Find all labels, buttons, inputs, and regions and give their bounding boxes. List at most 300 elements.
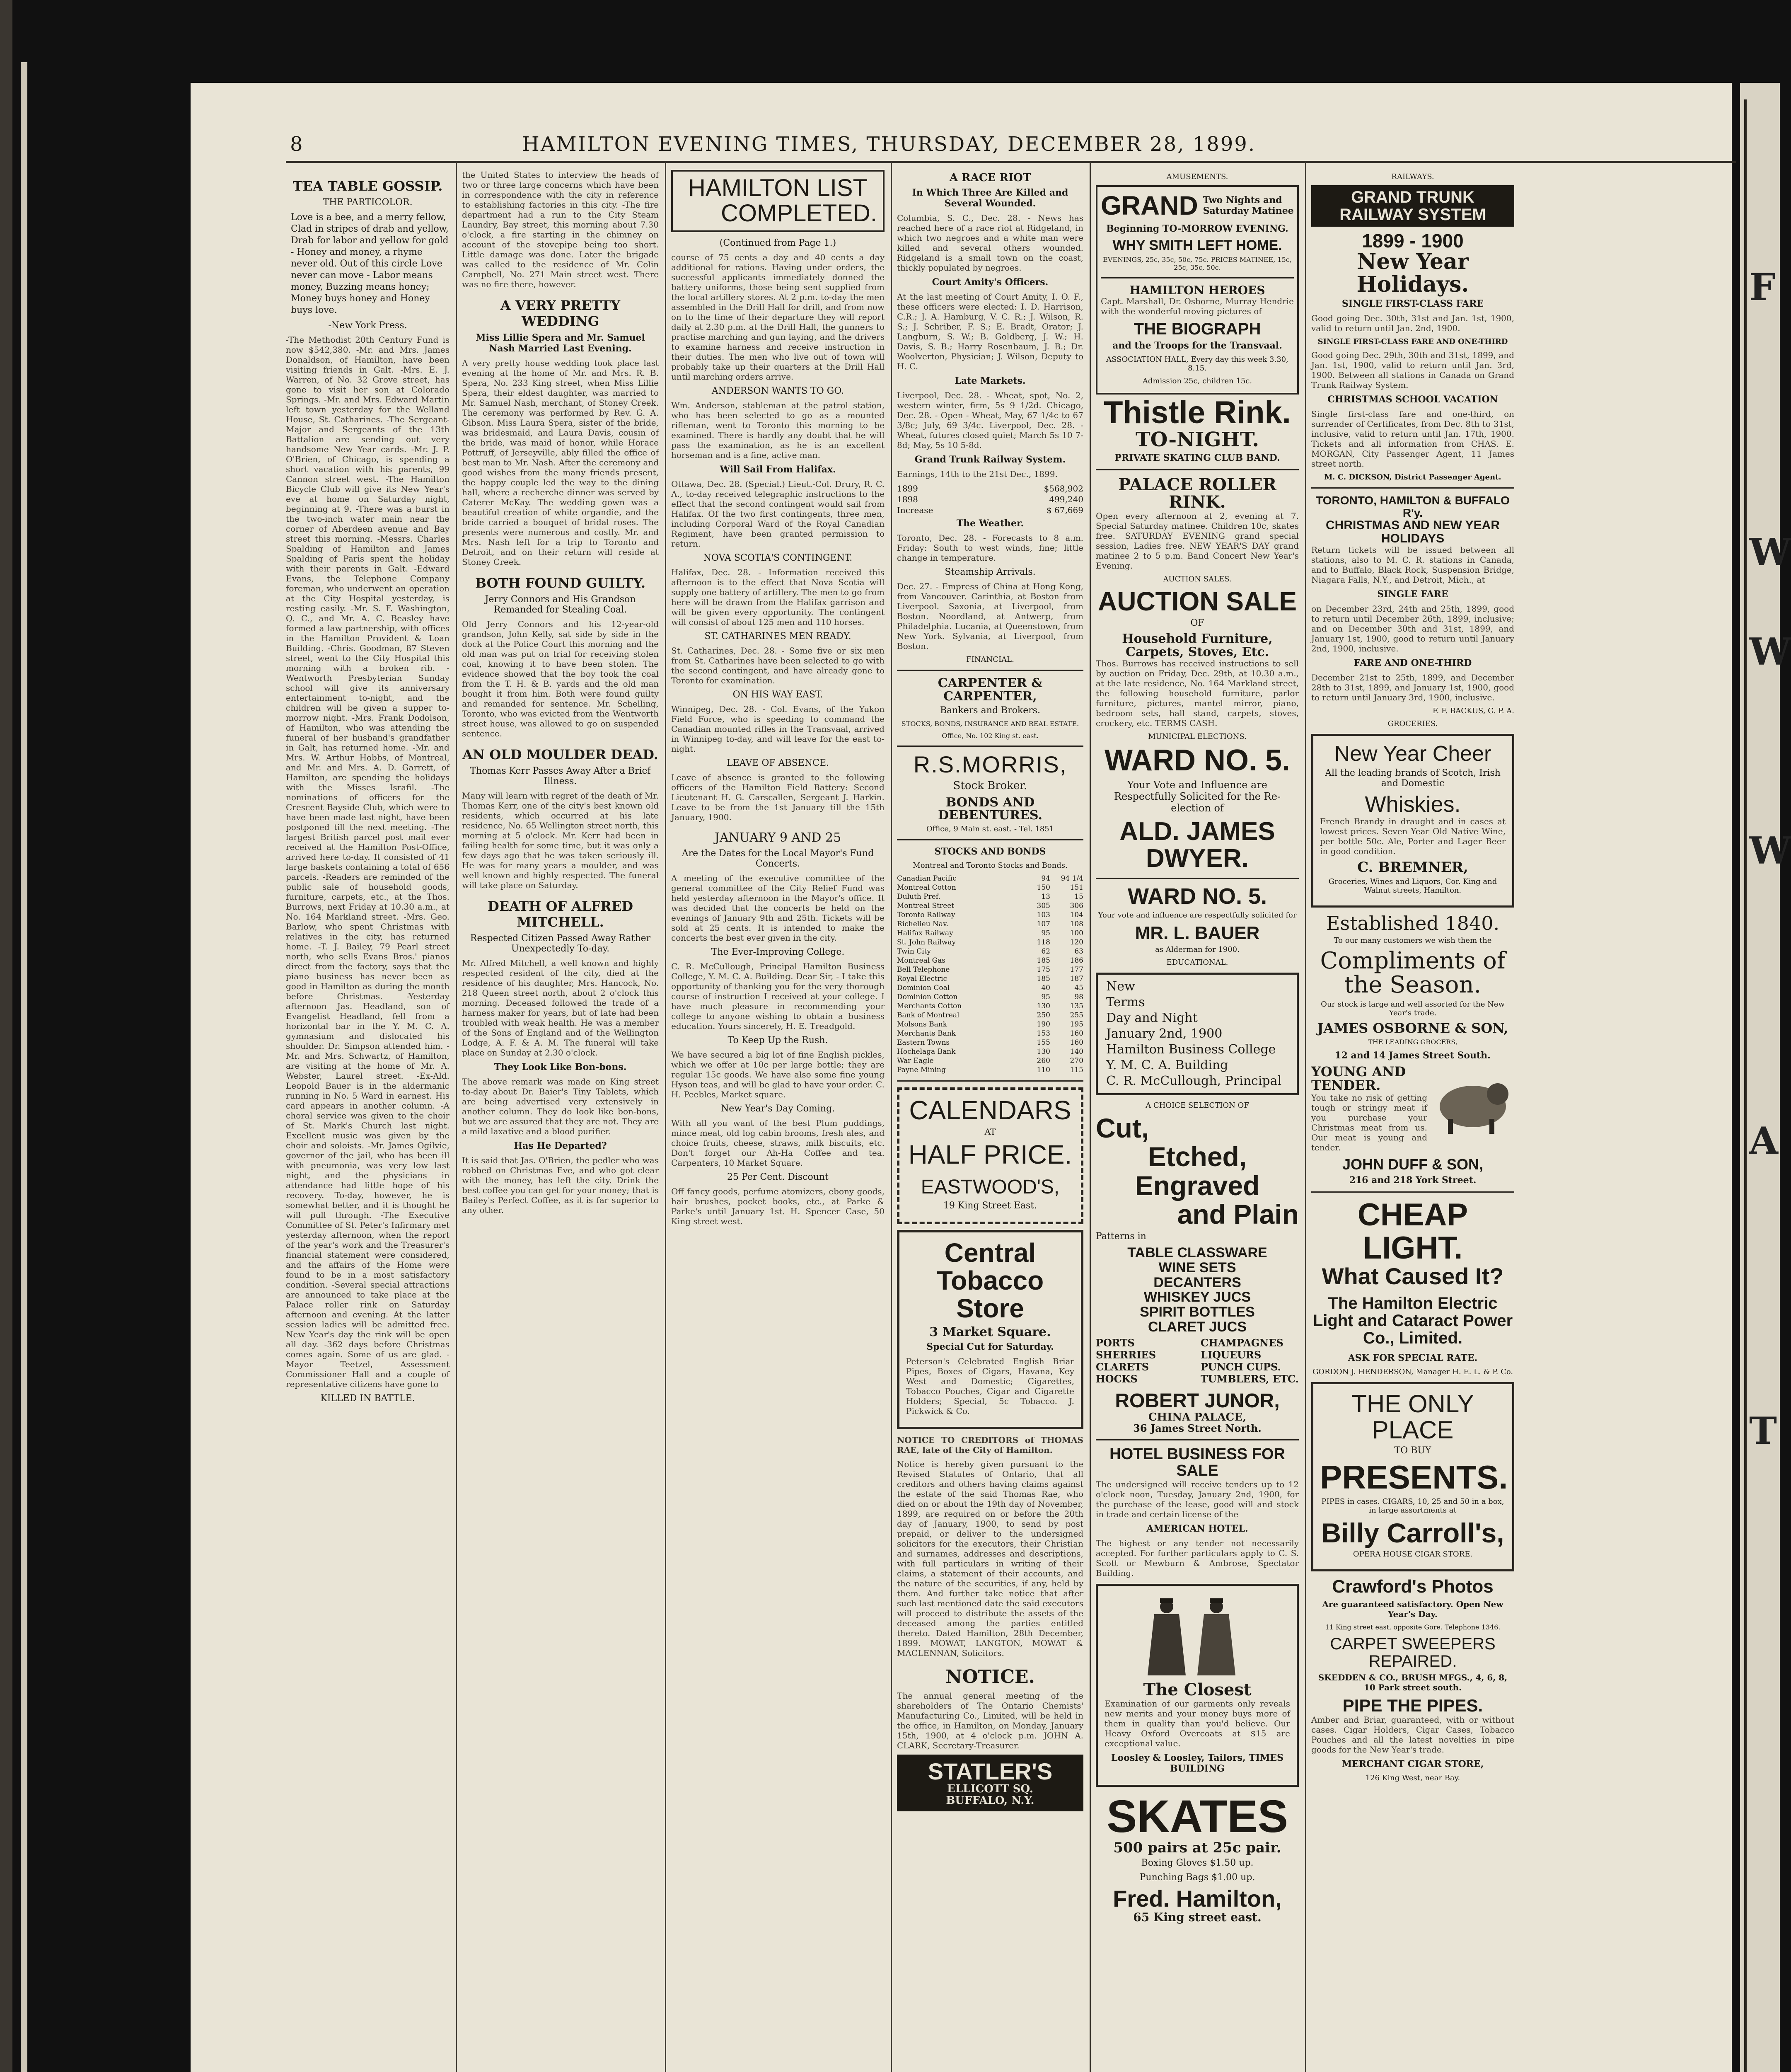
ad-item: TABLE CLASSWARE: [1127, 1245, 1267, 1261]
stock-quote: [1021, 901, 1083, 910]
ad-line: AT: [984, 1126, 996, 1137]
ad-line: CARPET SWEEPERS REPAIRED.: [1330, 1634, 1496, 1670]
auction-title: AUCTION SALE: [1098, 586, 1297, 617]
article-headline: AN OLD MOULDER DEAD.: [462, 747, 658, 762]
article-text: Toronto, Dec. 28. - Forecasts to 8 a.m. Friday: South to west winds, fine; little change in temperature.: [897, 533, 1083, 563]
earnings-value: $ 67,669: [1046, 505, 1083, 515]
masthead: [290, 133, 1740, 162]
stock-name: Twin City: [897, 947, 931, 956]
stock-quote: [1021, 947, 1083, 956]
stock-row: [897, 1047, 1083, 1056]
ad-line: TORONTO, HAMILTON & BUFFALO R'y.: [1316, 494, 1510, 519]
stock-asked: 151: [1070, 883, 1083, 892]
ad-line: HAMILTON HEROES: [1129, 283, 1265, 297]
article-text: Ottawa, Dec. 28. (Special.) Lieut.-Col. Drury, R. C. A., to-day received telegraphic instructions to the effect that the second contingent would sail from Halifax. Of the two first contingents, three men, including Corporal Ward of the Royal Canadian Regiment, have been granted permission to return.: [671, 479, 885, 549]
ad-item: WINE SETS: [1158, 1259, 1236, 1276]
ad-line: 12 and 14 James Street South.: [1335, 1050, 1491, 1061]
ad-item: TUMBLERS, ETC.: [1200, 1373, 1299, 1385]
ad-item: CLARET JUCS: [1148, 1319, 1247, 1335]
ad-line: The Closest: [1143, 1680, 1252, 1700]
ad-line: Billy Carroll's,: [1321, 1518, 1504, 1549]
article-subhead: Thomas Kerr Passes Away After a Brief Illness.: [470, 766, 651, 787]
stock-row: [897, 938, 1083, 947]
article-headline: DEATH OF ALFRED MITCHELL.: [488, 898, 633, 930]
article-subhead: Are the Dates for the Local Mayor's Fund Concerts.: [682, 848, 874, 869]
article-text: At the last meeting of Court Amity, I. O. F., these officers were elected: I. D. Harrison, C.R.; J. A. Hamburg, V. C. R.; J. Wilson, R. S.; J. Schriber, F. S.; E. Bradt, Orator; J. Langburn, S. W.; B. Goldberg, J. W.; H. Davis, S. B.; Harry Rosenbaum, J. B.; Dr. Woolverton, Physician; J. Wilson, Deputy to H. C.: [897, 292, 1083, 371]
continued-note: (Continued from Page 1.): [719, 237, 836, 248]
article-text: The above remark was made on King street to-day about Dr. Baier's Tiny Tablets, which are being advertised very extensively in another column. They do look like bon-bons, but we are assured that they are not. They are a mild laxative and a blood purifier.: [462, 1077, 659, 1136]
poem-credit: -New York Press.: [328, 320, 407, 331]
column-1: [286, 170, 450, 2072]
earnings-value: $568,902: [1044, 484, 1083, 494]
ad-line: PRIVATE SKATING CLUB BAND.: [1114, 453, 1280, 464]
business-college-ad: [1096, 973, 1299, 1095]
edge-glyph: T: [1749, 1409, 1777, 1453]
stock-row: [897, 956, 1083, 965]
stock-quote: [1021, 1002, 1083, 1011]
divider: [1096, 1439, 1299, 1440]
stock-bid: 305: [1037, 901, 1050, 910]
poem-title: THE PARTICOLOR.: [323, 197, 413, 208]
ad-line: AMERICAN HOTEL.: [1146, 1523, 1248, 1535]
article-text: Old Jerry Connors and his 12-year-old grandson, John Kelly, sat side by side in the dock at the Police Court this morning and the old man was put on trial for receiving stolen coal, knowing it to have been stolen. The evidence showed that the boy took the coal from the T. H. & B. yards and the old man bought it from him. Both were found guilty and remanded for sentence. Mr. Schelling, Toronto, who was evicted from the Wentworth street house, was allowed to go on suspended sentence.: [462, 619, 659, 738]
article-headline: A RACE RIOT: [949, 172, 1031, 184]
section-heading: KILLED IN BATTLE.: [320, 1393, 415, 1404]
stock-asked: 187: [1070, 974, 1083, 983]
article-subhead: Late Markets.: [955, 375, 1026, 386]
candidate-name: MR. L. BAUER: [1135, 922, 1260, 943]
stock-quote: [1021, 1020, 1083, 1029]
stock-bid: 130: [1037, 1047, 1050, 1056]
stock-row: [897, 974, 1083, 983]
article-text: Wm. Anderson, stableman at the patrol station, who has been selected to go as a mounted rifleman, went to Toronto this morning to be examined. There is hardly any doubt that he will pass the examination, as he is an excellent horseman and is a fine, active man.: [671, 400, 885, 460]
ad-line: SINGLE FIRST-CLASS FARE: [1341, 298, 1484, 310]
ad-line: THE ONLY PLACE: [1351, 1390, 1474, 1444]
ad-line: SINGLE FARE: [1377, 589, 1448, 600]
article-headline: TEA TABLE GOSSIP.: [292, 178, 443, 194]
column-rule: [456, 162, 457, 2072]
stock-asked: 186: [1070, 956, 1083, 965]
article-headline: BOTH FOUND GUILTY.: [475, 575, 646, 591]
ad-line: Crawford's Photos: [1332, 1576, 1494, 1597]
article-text: Winnipeg, Dec. 28. - Col. Evans, of the Yukon Field Force, who is speeding to command the Canadian mounted rifles in the Transvaal, arrived in Winnipeg to-day, and will leave for the east to-night.: [671, 704, 885, 754]
palace-rink: PALACE ROLLER RINK.: [1118, 475, 1276, 512]
column-rule: [1090, 162, 1091, 2072]
section-label: AUCTION SALES.: [1163, 575, 1232, 584]
right-page-rule: [1744, 99, 1747, 2072]
stock-name: Bell Telephone: [897, 965, 950, 974]
ad-line: MERCHANT CIGAR STORE,: [1341, 1758, 1484, 1769]
ad-line: Your Vote and Influence are Respectfully Solicited for the Re-election of: [1114, 779, 1281, 814]
ad-line: ELLICOTT SQ.: [947, 1783, 1033, 1796]
ad-line: Y. M. C. A. Building: [1106, 1058, 1228, 1073]
ad-text: French Brandy in draught and in cases at lowest prices. Seven Year Old Native Wine, per bottle 50c. Ale, Porter and Lager Beer in good condition.: [1320, 816, 1506, 856]
stock-bid: 260: [1037, 1056, 1050, 1065]
article-text: Leave of absence is granted to the following officers of the Hamilton Field Battery: Second Lieutenant H. G. Carscallen, Sergeant J. Harkin. Leave to be from the 1st January till the 15th January, 1900.: [671, 772, 885, 822]
stock-quote: [1021, 1056, 1083, 1065]
ad-line: as Alderman for 1900.: [1155, 945, 1240, 954]
ad-store: EASTWOOD'S,: [921, 1176, 1060, 1198]
stock-row: [897, 1056, 1083, 1065]
stock-name: Dominion Cotton: [897, 992, 958, 1001]
stock-bid: 62: [1041, 947, 1050, 956]
article-text: Mr. Alfred Mitchell, a well known and highly respected resident of the city, died at the residence of his daughter, Mrs. Hancock, No. 218 Queen street north, about 2 o'clock this morning. Deceased followed the trade of a harness maker for years, but of late had been troubled with weak health. He was a member of the Sons of England and of the Wellington Lodge, A. F. & A. M. The funeral will take place on Sunday at 2.30 o'clock.: [462, 958, 659, 1058]
ad-line: Compliments of the Season.: [1320, 947, 1506, 999]
stock-asked: 100: [1070, 929, 1083, 937]
stock-bid: 130: [1037, 1002, 1050, 1010]
ad-item: DECANTERS: [1153, 1274, 1241, 1290]
ad-line: 1899 - 1900: [1362, 230, 1464, 252]
ad-item: PUNCH CUPS.: [1200, 1361, 1281, 1373]
earnings-value: 499,240: [1049, 494, 1083, 504]
ad-line: Groceries, Wines and Liquors, Cor. King and Walnut streets, Hamilton.: [1328, 877, 1497, 895]
ad-line: Established 1840.: [1326, 912, 1500, 935]
article-subhead: LEAVE OF ABSENCE.: [726, 758, 829, 768]
ad-line: Terms: [1106, 995, 1145, 1010]
article-subhead: Grand Trunk Railway System.: [914, 454, 1066, 465]
ad-line: ASK FOR SPECIAL RATE.: [1348, 1353, 1478, 1364]
page-title: HAMILTON EVENING TIMES, THURSDAY, DECEMBER 28, 1899.: [522, 133, 1256, 156]
stock-row: [897, 892, 1083, 901]
stock-bid: 118: [1037, 938, 1050, 946]
article-text: Off fancy goods, perfume atomizers, ebony goods, hair brushes, pocket books, etc., at Parke & Parke's until January 1st. H. Spencer Case, 50 King street west.: [671, 1186, 885, 1226]
ad-line: Loosley & Loosley, Tailors, TIMES BUILDING: [1111, 1752, 1283, 1774]
ad-line: PIPES in cases. CIGARS, 10, 25 and 50 in a box, in large assortments at: [1321, 1497, 1504, 1515]
page-number: 8: [290, 133, 303, 156]
candidate-name: ALD. JAMES DWYER.: [1119, 817, 1275, 873]
stock-row: [897, 965, 1083, 974]
edge-glyph: W: [1749, 630, 1791, 674]
ad-line: THE BIOGRAPH: [1134, 320, 1261, 339]
ad-line: Engraved: [1135, 1170, 1260, 1201]
grand-trunk-logo: GRAND TRUNK RAILWAY SYSTEM: [1311, 185, 1514, 227]
stock-asked: 177: [1070, 965, 1083, 974]
ad-line: GORDON J. HENDERSON, Manager H. E. L. & P. Co.: [1312, 1368, 1513, 1377]
article-text: C. R. McCullough, Principal Hamilton Business College, Y. M. C. A. Building. Dear Sir, - I take this opportunity of thanking you for the very thorough course of instruction I received at your college. I have much pleasure in recommending your college to anyone wishing to obtain a business education. Yours sincerely, H. E. Treadgold.: [671, 961, 885, 1031]
ad-line: Office, No. 102 King st. east.: [942, 732, 1039, 740]
stock-name: Molsons Bank: [897, 1020, 947, 1029]
ad-line: HALF PRICE.: [908, 1139, 1072, 1169]
ad-line: Central: [944, 1237, 1036, 1268]
stock-asked: 306: [1070, 901, 1083, 910]
divider: [1311, 487, 1514, 489]
stock-quote: [1021, 920, 1083, 929]
stock-asked: 135: [1070, 1002, 1083, 1010]
ad-line: 65 King street east.: [1133, 1910, 1262, 1924]
ad-line: GRAND: [1101, 191, 1198, 220]
stock-row: [897, 874, 1083, 883]
stock-quote: [1021, 874, 1083, 883]
ad-line: 36 James Street North.: [1133, 1422, 1262, 1435]
ad-line: To our many customers we wish them the: [1334, 936, 1492, 945]
ad-sub: Stock Broker.: [953, 779, 1027, 792]
ad-row: [1101, 190, 1294, 221]
ad-line: New: [1106, 979, 1135, 994]
earnings-row: [897, 494, 1083, 505]
stock-asked: 120: [1070, 938, 1083, 946]
stocks-title: STOCKS AND BONDS: [934, 846, 1046, 857]
ad-line: BUFFALO, N.Y.: [946, 1794, 1034, 1807]
ad-line: Special Cut for Saturday.: [926, 1341, 1054, 1352]
earnings-row: [897, 483, 1083, 494]
stock-name: Merchants Cotton: [897, 1002, 962, 1010]
stock-name: Duluth Pref.: [897, 892, 940, 901]
ad-line: Boxing Gloves $1.50 up.: [1141, 1858, 1254, 1869]
ad-line: Tobacco: [936, 1265, 1044, 1295]
ad-line: Household Furniture, Carpets, Stoves, Etc.: [1122, 632, 1273, 659]
ad-sub: Bankers and Brokers.: [940, 705, 1041, 716]
divider: [1096, 878, 1299, 879]
earnings-caption: Earnings, 14th to the 21st Dec., 1899.: [897, 469, 1058, 479]
liquor-col-right: [1201, 1337, 1299, 1385]
billy-carroll-ad: [1311, 1382, 1514, 1571]
ad-line: EVENINGS, 25c, 35c, 50c, 75c. PRICES MATINEE, 15c, 25c, 35c, 50c.: [1103, 255, 1292, 271]
article-subhead: Has He Departed?: [514, 1140, 607, 1151]
divider: [1096, 469, 1299, 470]
ad-line: CHINA PALACE,: [1148, 1411, 1247, 1423]
ad-line: YOUNG AND TENDER.: [1311, 1063, 1406, 1094]
ad-line: Store: [956, 1293, 1024, 1323]
duff-ad: [1311, 1065, 1514, 1157]
article-headline: JANUARY 9 AND 25: [714, 830, 841, 845]
ad-text: Amber and Briar, guaranteed, with or without cases. Cigar Holders, Cigar Cases, Tobacco Pouches and all the latest novelties in pipe goods for the New Year's trade.: [1311, 1714, 1514, 1755]
article-text: It is said that Jas. O'Brien, the pedler who was robbed on Christmas Eve, and who got clear with the money, has left the city. Drink the best coffee you can get for your money; that is Bailey's Perfect Coffee, as it is far superior to any other.: [462, 1155, 659, 1215]
ad-item: SHERRIES: [1096, 1349, 1156, 1361]
ad-line: TO-NIGHT.: [1135, 428, 1259, 451]
statler-ad: [897, 1755, 1083, 1811]
stock-bid: 95: [1041, 929, 1050, 937]
stock-asked: 195: [1070, 1020, 1083, 1029]
column-6: [1311, 170, 1514, 2072]
stock-quote: [1021, 965, 1083, 974]
divider: [897, 746, 1083, 747]
notice-text: The annual general meeting of the shareholders of The Ontario Chemists' Manufacturing Co., Limited, will be held in the office, in Hamilton, on Monday, January 15th, 1900, at 4 o'clock p.m. JOHN A. CLARK, Secretary-Treasurer.: [897, 1690, 1083, 1750]
ad-line: M. C. DICKSON, District Passenger Agent.: [1324, 473, 1501, 482]
stock-bid: 103: [1037, 910, 1050, 919]
article-subhead: ST. CATHARINES MEN READY.: [704, 631, 851, 641]
gossip-body: -The Methodist 20th Century Fund is now $542,380. -Mr. and Mrs. James Donaldson, of Hamilton, have been visiting friends in Galt. -Mrs. E. J. Warren, of No. 32 Grove street, has gone to visit her son at Colorado Springs. -Mr. and Mrs. Edward Martin left town yesterday for the Welland House, St. Catharines. -The Sergeant-Major and Sergeants of the 13th Battalion are sending out very handsome New Year cards. -Mr. J. P. O'Brien, of Chicago, is spending a short vacation with his parents, 99 Cannon street west. -The Hamilton Bicycle Club will give its New Year's eve at home on Saturday night, beginning at 9. -There was a burst in the two-inch water main near the corner of Aberdeen avenue and Bay street this morning. -Messrs. Charles Spalding of Hamilton and James Spalding of Paris spent the holiday with their parents in Galt. -Edward Evans, the Telephone Company foreman, who underwent an operation at the City Hospital yesterday, is resting easily. -Mr. S. F. Washington, Q. C., and Mr. A. C. Beasley have formed a law partnership, with offices in the Hamilton Provident & Loan Building. -Chris. Goodman, 87 Steven street, went to the City Hospital this morning with a broken rib. -Wentworth Presbyterian Sunday school will give its anniversary entertainment to-night, and the children will be given a supper to-morrow night. -Mrs. Frank Dodolson, of Hamilton, who was attending the funeral of her husband's grandfather in Galt, has returned home. -Mr. and Mrs. W. Arthur Hobbs, of Montreal, and Mr. and Mrs. A. D. Garrett, of Hamilton, are spending the holidays with the Misses Israfil. -The nominations of officers for the Crescent Bayside Club, which were to have been made last night, have been postponed till the next meeting. -The largest British parcel post mail ever received at the Hamilton Post-Office, arrived here to-day. It consisted of 41 large baskets containing a total of 656 parcels. -Readers are reminded of the public sale of household goods, furniture, carpets, etc., at the Thos. Burrows, next Friday at 10.30 a.m., at No. 164 Markland street. -Mrs. Geo. Barlow, who spent Christmas with relatives in the city, has returned home. -T. J. Bailey, 79 Pearl street north, who sells Evans Bros.' pianos direct from the factory, says that the piano business has never been as good in Hamilton as during the month before Christmas. -Yesterday afternoon Jas. Headland, son of Evangelist Headland, fell from a horizontal bar in the Y. M. C. A. gymnasium and dislocated his shoulder. Dr. Simpson attended him. -Mr. and Mrs. Schwartz, of Hamilton, are visiting at the home of Mr. A. Webster, Laurel street. -Ex-Ald. Leopold Bauer is in the aldermanic running in No. 5 Ward in earnest. His card appears in another column. -A choral service was given to the choir of St. Mark's Church last night. Excellent music was given by the choir and soloists. -Mr. James Ogilvie, governor of the jail, who has been ill with pneumonia, was very low last night, and the physicians in attendance had little hope of his recovery. To-day, however, he is somewhat better, and it is thought he will pull through. -The Executive Committee of St. Peter's Infirmary met yesterday afternoon, when the report of the year's work and the Treasurer's financial statement were considered, and the affairs of the Home were found to be in a most satisfactory condition. -Several special attractions are announced to take place at the Palace roller rink on Saturday afternoon and evening. At the latter session ladies will be admitted free. New Year's day the rink will be open all day. -362 days before Christmas comes again. Some of us are glad. -Mayor Teetzel, Assessment Commissioner Hall and a couple of representative citizens have gone to: [286, 335, 450, 1389]
ad-line: Office, 9 Main st. east. - Tel. 1851: [926, 824, 1054, 833]
article-subhead: To Keep Up the Rush.: [728, 1035, 828, 1046]
article-text: Many will learn with regret of the death of Mr. Thomas Kerr, one of the city's best known old residents, which occurred at his late residence, No. 65 Wellington street north, this morning at 5 o'clock. Mr. Kerr had been in failing health for some time, but it was only a few days ago that he was taken seriously ill. He was for many years a moulder, and was well known and highly respected. The funeral will take place on Saturday.: [462, 791, 659, 890]
headline-line: COMPLETED.: [720, 199, 877, 227]
column-4: [897, 170, 1083, 2072]
edge-glyph: F: [1749, 265, 1776, 309]
earnings-label: 1898: [897, 494, 918, 504]
article-headline: A VERY PRETTY WEDDING: [500, 298, 621, 329]
article-text: With all you want of the best Plum puddings, mince meat, old log cabin brooms, fresh ales, and choice fruits, cheese, straws, milk biscuits, etc. Don't forget our Ah-Ha Coffee and tea. Carpenters, 10 Market Square.: [671, 1118, 885, 1168]
ad-text: The undersigned will receive tenders up to 12 o'clock noon, Tuesday, January 2nd, 1900, for the purchase of the lease, good will and stock in trade and certain license of the: [1096, 1479, 1299, 1520]
ad-line: JOHN DUFF & SON,: [1342, 1155, 1483, 1173]
stock-row: [897, 1038, 1083, 1047]
ad-line: 126 King West, near Bay.: [1365, 1773, 1460, 1782]
stock-name: Montreal Cotton: [897, 883, 956, 892]
stocks-table: [897, 874, 1083, 1075]
ad-line: Our stock is large and well assorted for the New Year's trade.: [1321, 1000, 1505, 1018]
livestock-illustration: [1431, 1065, 1514, 1135]
notice-title: NOTICE TO CREDITORS of THOMAS RAE, late of the City of Hamilton.: [897, 1435, 1083, 1455]
ad-text: Examination of our garments only reveals new merits and your money buys more of them in quality than you'd believe. Our Heavy Oxford Overcoats at $15 are exceptional value.: [1105, 1699, 1290, 1749]
stock-quote: [1021, 992, 1083, 1002]
ad-text: December 21st to 25th, 1899, and December 28th to 31st, 1899, and January 1st, 1900, good to return until January 3rd, 1900, inclusive.: [1311, 673, 1514, 703]
stock-bid: 185: [1037, 974, 1050, 983]
ad-line: ASSOCIATION HALL, Every day this week 3.30, 8.15.: [1106, 355, 1288, 373]
section-label: EDUCATIONAL.: [1166, 958, 1228, 967]
ad-line: CHRISTMAS SCHOOL VACATION: [1327, 394, 1498, 405]
ad-line: WHY SMITH LEFT HOME.: [1112, 237, 1282, 253]
ad-line: HOTEL BUSINESS FOR SALE: [1109, 1445, 1285, 1480]
edge-glyph: W: [1749, 829, 1791, 873]
stock-asked: 45: [1074, 983, 1083, 992]
stock-row: [897, 1029, 1083, 1038]
ad-text: on December 23rd, 24th and 25th, 1899, good to return until December 26th, 1899, inclusive; and on December 30th and 31st, 1899, and January 1st, 1900, good to return until January 2nd, 1900, inclusive.: [1311, 604, 1514, 654]
stock-name: Montreal Street: [897, 901, 955, 910]
hamilton-list-headline-box: [671, 170, 885, 232]
ad-line: CHRISTMAS AND NEW YEAR HOLIDAYS: [1325, 518, 1500, 545]
ad-text: You take no risk of getting tough or stringy meat if you purchase your Christmas meat from us. Our meat is young and tender.: [1311, 1092, 1427, 1152]
ad-line: Are guaranteed satisfactory. Open New Year's Day.: [1322, 1599, 1503, 1619]
stock-quote: [1021, 1011, 1083, 1020]
calendars-ad: [897, 1087, 1083, 1224]
ad-line: New Year Holidays.: [1356, 249, 1469, 297]
left-dark-margin: [0, 0, 12, 2072]
stock-asked: 270: [1070, 1056, 1083, 1065]
stock-row: [897, 1020, 1083, 1029]
article-subhead: New Year's Day Coming.: [720, 1103, 835, 1114]
ad-line: A CHOICE SELECTION OF: [1146, 1101, 1249, 1110]
ad-text: Open every afternoon at 2, evening at 7. Special Saturday matinee. Children 10c, skates free. SATURDAY EVENING grand special session, Ladies free. NEW YEAR'S DAY grand matinee 2 to 5 p.m. Band Concert New Year's Evening.: [1096, 511, 1299, 571]
section-label: AMUSEMENTS.: [1166, 172, 1228, 181]
notice-text: Notice is hereby given pursuant to the Revised Statutes of Ontario, that all creditors and others having claims against the estate of the said Thomas Rae, who died on or about the 19th day of November, 1899, are required on or before the 20th day of January, 1900, to send by post prepaid, or deliver to the undersigned solicitors for the executors, their Christian and surnames, addresses and descriptions, with full particulars in writing of their claims, a statement of their accounts, and the nature of the securities, if any, held by them. And further take notice that after such last mentioned date the said executors will proceed to distribute the assets of the deceased among the parties entitled thereto. Dated Hamilton, 28th December, 1899. MOWAT, LANGTON, MOWAT & MACLENNAN, Solicitors.: [897, 1459, 1083, 1658]
ad-item: WHISKEY JUCS: [1143, 1289, 1251, 1305]
article-subhead: They Look Like Bon-bons.: [494, 1062, 627, 1072]
ad-line: CALENDARS: [909, 1095, 1071, 1125]
stock-quote: [1021, 1038, 1083, 1047]
stock-quote: [1021, 956, 1083, 965]
stock-bid: 150: [1037, 883, 1050, 892]
liquor-col-left: [1096, 1337, 1156, 1385]
ad-firm: CARPENTER & CARPENTER,: [938, 676, 1043, 704]
ad-line: 500 pairs at 25c pair.: [1113, 1839, 1281, 1856]
stock-quote: [1021, 892, 1083, 901]
ad-text: Good going Dec. 29th, 30th and 31st, 1899, and Jan. 1st, 1900, valid to return until Jan. 3rd, 1900. Between all stations in Canada on Grand Trunk Railway System.: [1311, 350, 1514, 390]
grand-theatre-ad: [1096, 185, 1299, 395]
stock-asked: 104: [1070, 910, 1083, 919]
article-subhead: Jerry Connors and His Grandson Remanded for Stealing Coal.: [485, 594, 636, 615]
stock-name: St. John Railway: [897, 938, 956, 946]
stock-name: Merchants Bank: [897, 1029, 956, 1038]
article-subhead: In Which Three Are Killed and Several Wounded.: [912, 187, 1068, 209]
central-tobacco-ad: [897, 1230, 1083, 1429]
article-subhead: ANDERSON WANTS TO GO.: [711, 385, 844, 396]
ad-line: Day and Night: [1106, 1011, 1198, 1026]
ad-item: CLARETS: [1096, 1361, 1149, 1373]
stock-row: [897, 983, 1083, 992]
article-subhead: The Weather.: [956, 518, 1024, 529]
stock-row: [897, 910, 1083, 920]
column-5: [1096, 170, 1299, 2072]
stock-bid: 250: [1037, 1011, 1050, 1019]
skates-headline: SKATES: [1106, 1791, 1288, 1842]
ad-line: The Hamilton Electric Light and Cataract Power Co., Limited.: [1312, 1294, 1513, 1348]
stock-asked: 115: [1070, 1065, 1083, 1074]
stock-name: Canadian Pacific: [897, 874, 957, 883]
ad-line: WARD NO. 5.: [1104, 744, 1291, 777]
ad-line: and the Troops for the Transvaal.: [1112, 340, 1282, 351]
edge-glyph: W: [1749, 530, 1791, 574]
stock-bid: 175: [1037, 965, 1050, 974]
ad-line: F. F. BACKUS, G. P. A.: [1432, 707, 1514, 716]
ad-line: ROBERT JUNOR,: [1115, 1390, 1280, 1412]
ad-item: PORTS: [1096, 1337, 1135, 1349]
section-label: MUNICIPAL ELECTIONS.: [1148, 732, 1247, 741]
bremner-ad: [1311, 734, 1514, 908]
headline-line: HAMILTON LIST: [688, 174, 868, 201]
article-text: Dec. 27. - Empress of China at Hong Kong, from Vancouver. Carinthia, at Boston from Liverpool. Saxonia, at Liverpool, from Boston. Noordland, at Antwerp, from Philadelphia. Lucania, at Queenstown, from New York. Sylvania, at Liverpool, from Boston.: [897, 581, 1083, 651]
article-subhead: ON HIS WAY EAST.: [732, 689, 823, 700]
column-rule: [1305, 162, 1306, 2072]
ad-line: JAMES OSBORNE & SON,: [1317, 1020, 1508, 1036]
section-label: FINANCIAL.: [966, 655, 1014, 664]
ad-line: Fred. Hamilton,: [1113, 1886, 1282, 1912]
stock-bid: 190: [1037, 1020, 1050, 1029]
ad-line: C. R. McCullough, Principal: [1106, 1074, 1282, 1089]
stock-row: [897, 1011, 1083, 1020]
ad-line: PIPE THE PIPES.: [1342, 1695, 1483, 1715]
stock-name: Bank of Montreal: [897, 1011, 960, 1019]
stock-quote: [1021, 929, 1083, 938]
stock-row: [897, 947, 1083, 956]
ad-broker: R.S.MORRIS,: [913, 751, 1067, 777]
stock-bid: 185: [1037, 956, 1050, 965]
stock-bid: 95: [1041, 992, 1050, 1001]
article-text: We have secured a big lot of fine English pickles, which we offer at 10c per large bottle; they are regular 15c goods. We have also some fine young Hyson teas, and will be glad to have your order. C. H. Peebles, Market square.: [671, 1049, 885, 1099]
ad-item: SPIRIT BOTTLES: [1140, 1304, 1255, 1320]
ad-line: 216 and 218 York Street.: [1349, 1174, 1477, 1186]
stock-asked: 255: [1070, 1011, 1083, 1019]
stock-quote: [1021, 938, 1083, 947]
ad-line: Patterns in: [1096, 1231, 1146, 1242]
earnings-row: [897, 505, 1083, 516]
stock-name: War Eagle: [897, 1056, 934, 1065]
stock-bid: 110: [1037, 1065, 1050, 1074]
stock-asked: 98: [1074, 992, 1083, 1001]
cheap-light-headline: CHEAP LIGHT.: [1357, 1197, 1468, 1266]
thistle-rink: Thistle Rink.: [1104, 395, 1291, 431]
article-text: course of 75 cents a day and 40 cents a day additional for rations. Having under orders, the successful applicants immediately donned the battery uniforms, those being sent supplied from the local artillery stores. At 2 p.m. to-day the men assembled in the Drill Hall for drill, and from now on to the time of their departure they will report daily at 2.30 p.m. at the Drill Hall, the gunners to practise marching and gun laying, and the drivers to examine harness and receive instruction in their duties. The men who live out of town will probably take up their quarters at the Drill Hall until marching orders arrive.: [671, 252, 885, 382]
column-rule: [891, 162, 892, 2072]
edge-glyph: A: [1749, 1119, 1778, 1163]
masthead-rule: [286, 161, 1736, 163]
ad-line: FARE AND ONE-THIRD: [1354, 658, 1472, 669]
ad-item: HOCKS: [1096, 1373, 1138, 1385]
article-subhead: Court Amity's Officers.: [932, 277, 1049, 288]
stock-asked: 108: [1070, 920, 1083, 928]
ad-line: BONDS AND DEBENTURES.: [938, 795, 1042, 823]
duff-text: [1311, 1065, 1427, 1157]
ad-item: CHAMPAGNES: [1200, 1337, 1283, 1349]
loosley-ad: [1096, 1584, 1299, 1787]
divider: [1311, 1191, 1514, 1193]
stock-name: Richelieu Nav.: [897, 920, 949, 928]
stock-quote: [1021, 883, 1083, 892]
ad-line: Beginning TO-MORROW EVENING.: [1106, 223, 1288, 234]
article-subhead: 25 Per Cent. Discount: [727, 1172, 829, 1182]
stock-row: [897, 883, 1083, 892]
stock-row: [897, 929, 1083, 938]
divider: [897, 670, 1083, 671]
ad-line: All the leading brands of Scotch, Irish and Domestic: [1325, 767, 1501, 789]
